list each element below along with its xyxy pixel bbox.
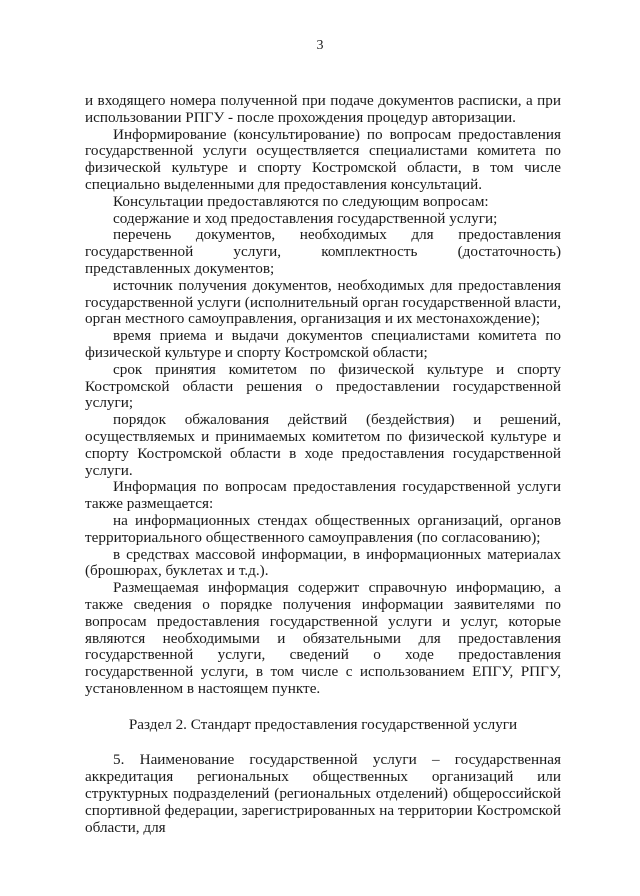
document-body [85, 93, 561, 836]
list-item-stands: на информационных стендах общественных организаций, органов территориального общественного самоуправления (по согласованию); [85, 511, 561, 546]
paragraph-informing: Информирование (консультирование) по вопросам предоставления государственной услуги осуществляется специалистами комитета по физической культуре и спорту Костромской области, в том числе специально выделенными для предоставления консультаций. [85, 125, 561, 193]
list-item-deadline: срок принятия комитетом по физической культуре и спорту Костромской области решения о предоставлении государственной услуги; [85, 360, 561, 412]
paragraph-service-name: 5. Наименование государственной услуги – государственная аккредитация региональных общественных организаций или структурных подразделений (региональных отделений) общероссийской спортивной федерации, зарегистрированных на территории Костромской области, для [85, 751, 561, 836]
paragraph-continuation: и входящего номера полученной при подаче документов расписки, а при использовании РПГУ - после прохождения процедур авторизации. [85, 92, 561, 126]
paragraph-info-placement: Информация по вопросам предоставления государственной услуги также размещается: [85, 478, 561, 513]
paragraph-consultation-intro: Консультации предоставляются по следующим вопросам: [113, 192, 489, 210]
list-item-source: источник получения документов, необходимых для предоставления государственной услуги (исполнительный орган государственной власти, орган местного самоуправления, организация и их местонахождение); [85, 276, 561, 328]
list-item-appeal: порядок обжалования действий (бездействия) и решений, осуществляемых и принимаемых комитетом по физической культуре и спорту Костромской области в ходе предоставления государственной услуги. [85, 411, 561, 479]
list-item-time: время приема и выдачи документов специалистами комитета по физической культуре и спорту Костромской области; [85, 327, 561, 361]
list-item-content: содержание и ход предоставления государственной услуги; [113, 209, 498, 227]
paragraph-info-content: Размещаемая информация содержит справочную информацию, а также сведения о порядке получения информации заявителями по вопросам предоставления государственной услуги и услуг, которые являются необходимыми и обязательными для предоставления государственной услуги, сведений о ходе предоставления государственной услуги, в том числе с использованием ЕПГУ, РПГУ, установленном в настоящем пункте. [85, 579, 561, 697]
list-item-documents: перечень документов, необходимых для предоставления государственной услуги, комплектность (достаточность) представленных документов; [85, 226, 561, 277]
list-item-media: в средствах массовой информации, в информационных материалах (брошюрах, буклетах и т.д.). [85, 545, 561, 580]
section-title: Раздел 2. Стандарт предоставления государственной услуги [128, 715, 518, 733]
page-number: 3 [316, 38, 324, 53]
